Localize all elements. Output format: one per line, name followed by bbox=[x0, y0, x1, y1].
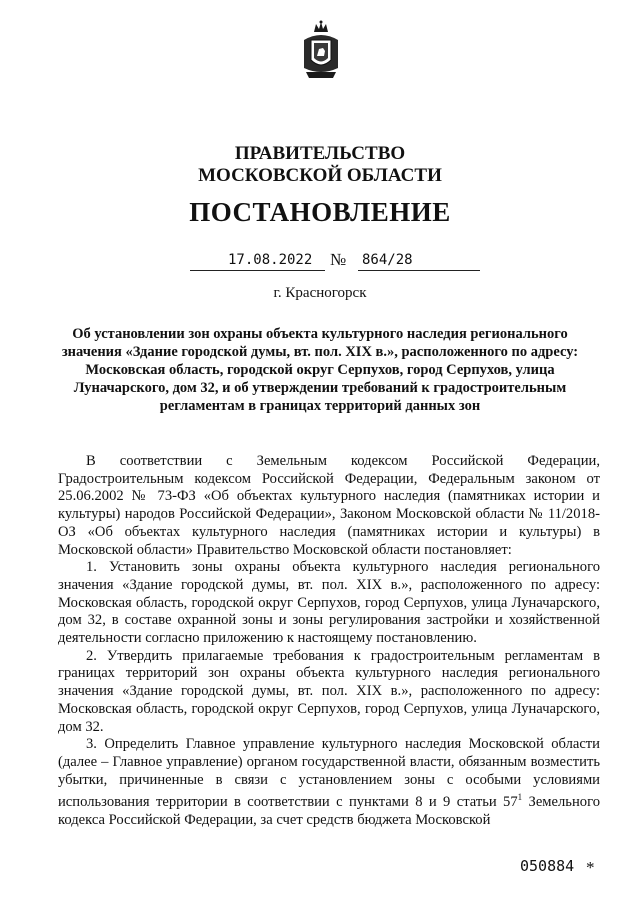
government-title-line2: МОСКОВСКОЙ ОБЛАСТИ bbox=[198, 165, 442, 186]
serial-mark: * bbox=[586, 858, 595, 877]
date-underline bbox=[190, 270, 325, 271]
document-number: 864/28 bbox=[362, 252, 413, 268]
paragraph-3 bbox=[58, 736, 600, 829]
number-underline bbox=[358, 270, 480, 271]
intro-paragraph: В соответствии с Земельным кодексом Российской Федерации, Градостроительным кодексом Российской Федерации, Федеральным законом от 25.06.2002 № 73-ФЗ «Об объектах культурного наследия (памятниках истории и культуры) народов Российской Федерации», Законом Московской области № 11/2018-ОЗ «Об объектах культурного наследия (памятниках истории и культуры) в Московской области» Правительство Московской области постановляет: bbox=[58, 453, 600, 558]
number-sign: № bbox=[330, 250, 347, 269]
coat-of-arms-icon bbox=[300, 20, 342, 82]
document-body bbox=[58, 453, 600, 830]
paragraph-3-superscript: 1 bbox=[517, 792, 523, 803]
serial-number: 050884 bbox=[520, 857, 575, 875]
paragraph-1: 1. Установить зоны охраны объекта культурного наследия регионального значения «Здание городской думы, вт. пол. XIX в.», расположенного по адресу: Московская область, городской округ Серпухов, город Серпухов, улица Луначарского, дом 32, в составе охранной зоны и зоны регулирования застройки и хозяйственной деятельности согласно приложению к настоящему постановлению. bbox=[58, 559, 600, 647]
document-date: 17.08.2022 bbox=[228, 252, 313, 268]
paragraph-3-main: 3. Определить Главное управление культурного наследия Московской области (далее – Главное управление) органом государственной власти, обязанным возместить убытки, причиненные в связи с установлением зоны с особыми условиями использования территории в соответствии с пунктами 8 и 9 статьи 57 bbox=[58, 736, 600, 811]
document-city: г. Красногорск bbox=[273, 285, 367, 301]
date-number-line bbox=[190, 252, 480, 274]
paragraph-3-rest: Земельного кодекса Российской Федерации, за счет средств бюджета Московской bbox=[58, 794, 600, 828]
document-subject: Об установлении зон охраны объекта культурного наследия регионального значения «Здание городской думы, вт. пол. XIX в.», расположенного по адресу: Московская область, городской округ Серпухов, город Серпухов, улица Луначарского, дом 32, и об утверждении требований к градостроительным регламентам в границах территорий данных зон bbox=[61, 326, 579, 414]
government-title-line1: ПРАВИТЕЛЬСТВО bbox=[234, 143, 406, 164]
paragraph-2: 2. Утвердить прилагаемые требования к градостроительным регламентам в границах территорий зон охраны объекта культурного наследия регионального значения «Здание городской думы, вт. пол. XIX в.», расположенного по адресу: Московская область, городской округ Серпухов, город Серпухов, улица Луначарского, дом 32. bbox=[58, 647, 600, 735]
document-type-title: ПОСТАНОВЛЕНИЕ bbox=[189, 197, 451, 227]
